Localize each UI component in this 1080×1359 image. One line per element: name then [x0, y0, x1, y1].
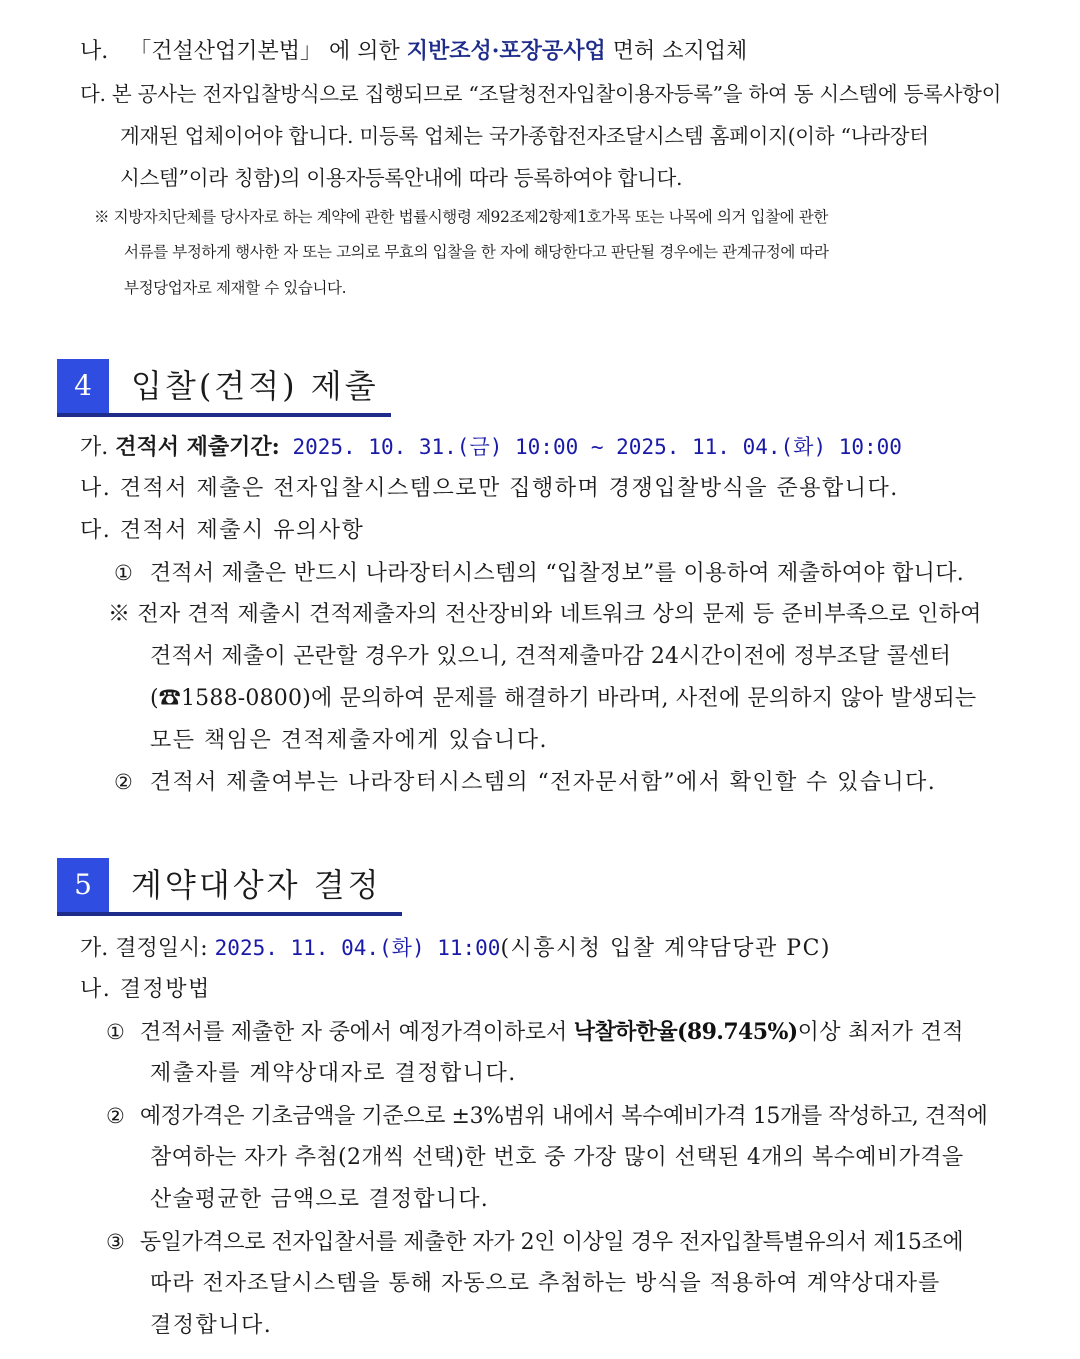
method-item-2-number: ②	[106, 1104, 125, 1128]
method-item-1	[106, 1018, 964, 1047]
decision-date-line	[80, 934, 831, 963]
method-item-2	[106, 1102, 987, 1131]
method-item-3-text: 동일가격으로 전자입찰서를 제출한 자가 2인 이상일 경우 전자입찰특별유의서 제15조에	[139, 1230, 964, 1255]
section-4-header	[57, 359, 393, 419]
submission-period-value: 2025. 10. 31.(금) 10:00 ~ 2025. 11. 04.(화) 10:00	[279, 435, 902, 459]
submission-period-line	[80, 433, 902, 462]
method-item-1-post: 이상 최저가 견적	[797, 1020, 964, 1045]
na-prefix: 나.	[80, 39, 109, 64]
network-warning-2: 견적서 제출이 곤란할 경우가 있으니, 견적제출마감 24시간이전에 정부조달 콜센터	[150, 644, 952, 669]
eligibility-line-na	[80, 37, 1040, 66]
method-item-2-line-3: 산술평균한 금액으로 결정합니다.	[150, 1187, 489, 1212]
submission-notes-heading: 다. 견적서 제출시 유의사항	[80, 518, 365, 543]
submission-note-item-1	[114, 559, 964, 588]
network-warning-1: ※ 전자 견적 제출시 견적제출자의 전산장비와 네트워크 상의 문제 등 준비부족으로 인하여	[108, 602, 982, 627]
sanction-note-1: ※ 지방자치단체를 당사자로 하는 계약에 관한 법률시행령 제92조제2항제1호가목 또는 나목에 의거 입찰에 관한	[94, 208, 828, 226]
eligibility-line-da-3: 시스템”이라 칭함)의 이용자등록안내에 따라 등록하여야 합니다.	[120, 166, 683, 190]
section-4-underline	[57, 413, 391, 417]
ga-prefix: 가.	[80, 435, 116, 460]
item-1-number: ①	[114, 561, 133, 585]
section-4-number: 4	[57, 359, 109, 413]
method-item-1-number: ①	[106, 1020, 125, 1044]
network-warning-3: (☎1588-0800)에 문의하여 문제를 해결하기 바라며, 사전에 문의하지 않아 발생되는	[150, 686, 977, 711]
sanction-note-2: 서류를 부정하게 행사한 자 또는 고의로 무효의 입찰을 한 자에 해당한다고 판단될 경우에는 관계규정에 따라	[124, 243, 829, 261]
decision-date-suffix: (시흥시청 입찰 계약담당관 PC)	[500, 936, 832, 961]
section-5-underline	[57, 912, 402, 916]
method-item-2-text: 예정가격은 기초금액을 기준으로 ±3%범위 내에서 복수예비가격 15개를 작성하고, 견적에	[139, 1104, 988, 1129]
method-item-1-pre: 견적서를 제출한 자 중에서 예정가격이하로서	[139, 1020, 574, 1045]
decision-method-heading: 나. 결정방법	[80, 977, 211, 1002]
section-5-header	[57, 858, 403, 918]
item-1-text: 견적서 제출은 반드시 나라장터시스템의 “입찰정보”를 이용하여 제출하여야 합니다.	[149, 561, 965, 586]
method-item-3	[106, 1228, 963, 1257]
item-2-text: 견적서 제출여부는 나라장터시스템의 “전자문서함”에서 확인할 수 있습니다.	[149, 770, 937, 795]
method-item-3-line-2: 따라 전자조달시스템을 통해 자동으로 추첨하는 방식을 적용하여 계약상대자를	[150, 1271, 941, 1296]
method-item-3-number: ③	[106, 1230, 125, 1254]
na-suffix: 면허 소지업체	[605, 39, 748, 64]
section-5-title: 계약대상자 결정	[131, 866, 382, 904]
network-warning-4: 모든 책임은 견적제출자에게 있습니다.	[150, 728, 549, 753]
section-4-title: 입찰(견적) 제출	[131, 367, 379, 405]
method-item-3-line-3: 결정합니다.	[150, 1313, 273, 1338]
sanction-note-3: 부정당업자로 제재할 수 있습니다.	[124, 279, 347, 297]
submission-method-line: 나. 견적서 제출은 전자입찰시스템으로만 집행하며 경쟁입찰방식을 준용합니다.	[80, 476, 899, 501]
method-item-1-line-2: 제출자를 계약상대자로 결정합니다.	[150, 1061, 517, 1086]
na-law-text: 「건설산업기본법」 에 의한	[129, 39, 407, 64]
eligibility-line-da-2: 게재된 업체이어야 합니다. 미등록 업체는 국가종합전자조달시스템 홈페이지(이하 “나라장터	[120, 124, 929, 148]
license-highlight: 지반조성·포장공사업	[406, 38, 606, 64]
section-5-number: 5	[57, 858, 109, 912]
item-2-number: ②	[114, 770, 133, 794]
submission-note-item-2	[114, 768, 936, 797]
submission-period-label: 견적서 제출기간:	[115, 434, 280, 460]
eligibility-line-da-1: 다. 본 공사는 전자입찰방식으로 집행되므로 “조달청전자입찰이용자등록”을 하여 동 시스템에 등록사항이	[80, 82, 1002, 106]
lower-limit-rate: 낙찰하한율(89.745%)	[573, 1019, 798, 1045]
decision-date-value: 2025. 11. 04.(화) 11:00	[214, 936, 501, 960]
method-item-2-line-2: 참여하는 자가 추첨(2개씩 선택)한 번호 중 가장 많이 선택된 4개의 복수예비가격을	[150, 1145, 964, 1170]
decision-date-label: 가. 결정일시:	[80, 936, 215, 961]
